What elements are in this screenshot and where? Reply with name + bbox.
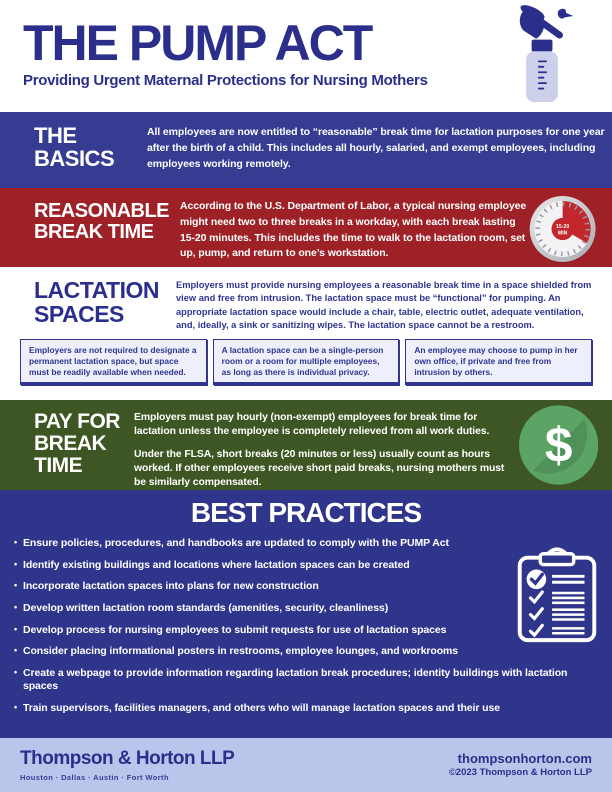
info-box-permanent-space: Employers are not required to designate a permanent lactation space, but space must be readily available when needed. <box>20 339 207 385</box>
pay-heading: PAY FOR BREAK TIME <box>34 410 120 477</box>
best-practice-item: • Ensure policies, procedures, and handbooks are updated to comply with the PUMP Act <box>14 537 589 550</box>
best-practices-heading: BEST PRACTICES <box>190 497 422 528</box>
best-practice-item: • Incorporate lactation spaces into plans for new construction <box>14 580 589 593</box>
pay-body-paragraph-1: Employers must pay hourly (non-exempt) employees for break time for lactation unless the employee is completely relieved from all work duties. <box>134 412 490 438</box>
basics-heading: THE BASICS <box>34 123 115 171</box>
break-time-heading: REASONABLE BREAK TIME <box>34 200 170 243</box>
footer-contact-block <box>449 748 592 792</box>
copyright-notice: ©2023 Thompson & Horton LLP <box>448 767 592 778</box>
footer <box>0 738 612 792</box>
timer-15-20-min-icon <box>527 192 598 266</box>
section-the-basics <box>0 112 612 188</box>
section-reasonable-break-time <box>0 188 612 267</box>
page-subtitle: Providing Urgent Maternal Protections for Nursing Mothers <box>23 71 428 89</box>
best-practice-item: • Develop process for nursing employees to submit requests for use of lactation spaces <box>14 624 589 637</box>
firm-name: Thompson & Horton LLP <box>20 748 235 769</box>
best-practice-item: • Create a webpage to provide information regarding lactation break procedures; identity buildings with lactation spaces <box>14 667 589 693</box>
info-box-single-person-room: A lactation space can be a single-person room or a room for multiple employees, as long as there is individual privacy. <box>213 339 400 385</box>
dollar-sign-icon <box>519 405 598 485</box>
svg-text:MIN: MIN <box>557 230 568 237</box>
break-time-body: According to the U.S. Department of Labor, a typical nursing employee might need two to three breaks in a workday, with each break lasting 15-20 minutes. This includes the time to walk to the lactation room, set up, pump, and return to one’s workstation. <box>180 200 527 260</box>
lactation-info-boxes <box>20 339 592 385</box>
firm-locations: Houston · Dallas · Austin · Fort Worth <box>20 773 169 782</box>
breast-pump-icon <box>518 4 576 106</box>
svg-text:15-20: 15-20 <box>555 224 569 231</box>
page-title: THE PUMP ACT <box>23 15 372 71</box>
best-practice-item: • Consider placing informational posters in restrooms, employee lounges, and workrooms <box>14 645 589 658</box>
lactation-heading: LACTATION SPACES <box>34 277 159 327</box>
basics-body: All employees are now entitled to “reasonable” break time for lactation purposes for one year after the birth of a child. This includes all hourly, salaried, and exempt employees, including employees working remotely. <box>147 126 605 170</box>
section-pay-for-break-time <box>0 400 612 490</box>
pay-body <box>134 411 519 490</box>
footer-firm-block <box>20 748 234 792</box>
svg-text:$: $ <box>544 416 573 473</box>
section-best-practices <box>0 490 612 738</box>
best-practice-item: • Train supervisors, facilities managers, and others who will manage lactation spaces and their use <box>14 702 589 715</box>
checklist-clipboard-icon <box>511 542 603 646</box>
header <box>0 0 612 112</box>
info-box-own-office: An employee may choose to pump in her own office, if private and free from intrusion by others. <box>405 339 592 385</box>
best-practice-item: • Identify existing buildings and locations where lactation spaces can be created <box>14 559 589 572</box>
firm-website: thompsonhorton.com <box>457 751 592 766</box>
section-lactation-spaces <box>0 267 612 400</box>
best-practice-item: • Develop written lactation room standards (amenities, security, cleanliness) <box>14 602 589 615</box>
pay-body-paragraph-2: Under the FLSA, short breaks (20 minutes or less) usually count as hours worked. If other employees receive short paid breaks, nursing mothers must be similarly compensated. <box>134 449 505 489</box>
lactation-body: Employers must provide nursing employees a reasonable break time in a space shielded from view and free from intrusion. The lactation space must be “functional” for pumping. An appropriate lactation space would include a chair, table, electric outlet, adequate ventilation, and, ideally, a sink or sanitizing wipes. The lactation space cannot be a restroom. <box>176 280 592 331</box>
